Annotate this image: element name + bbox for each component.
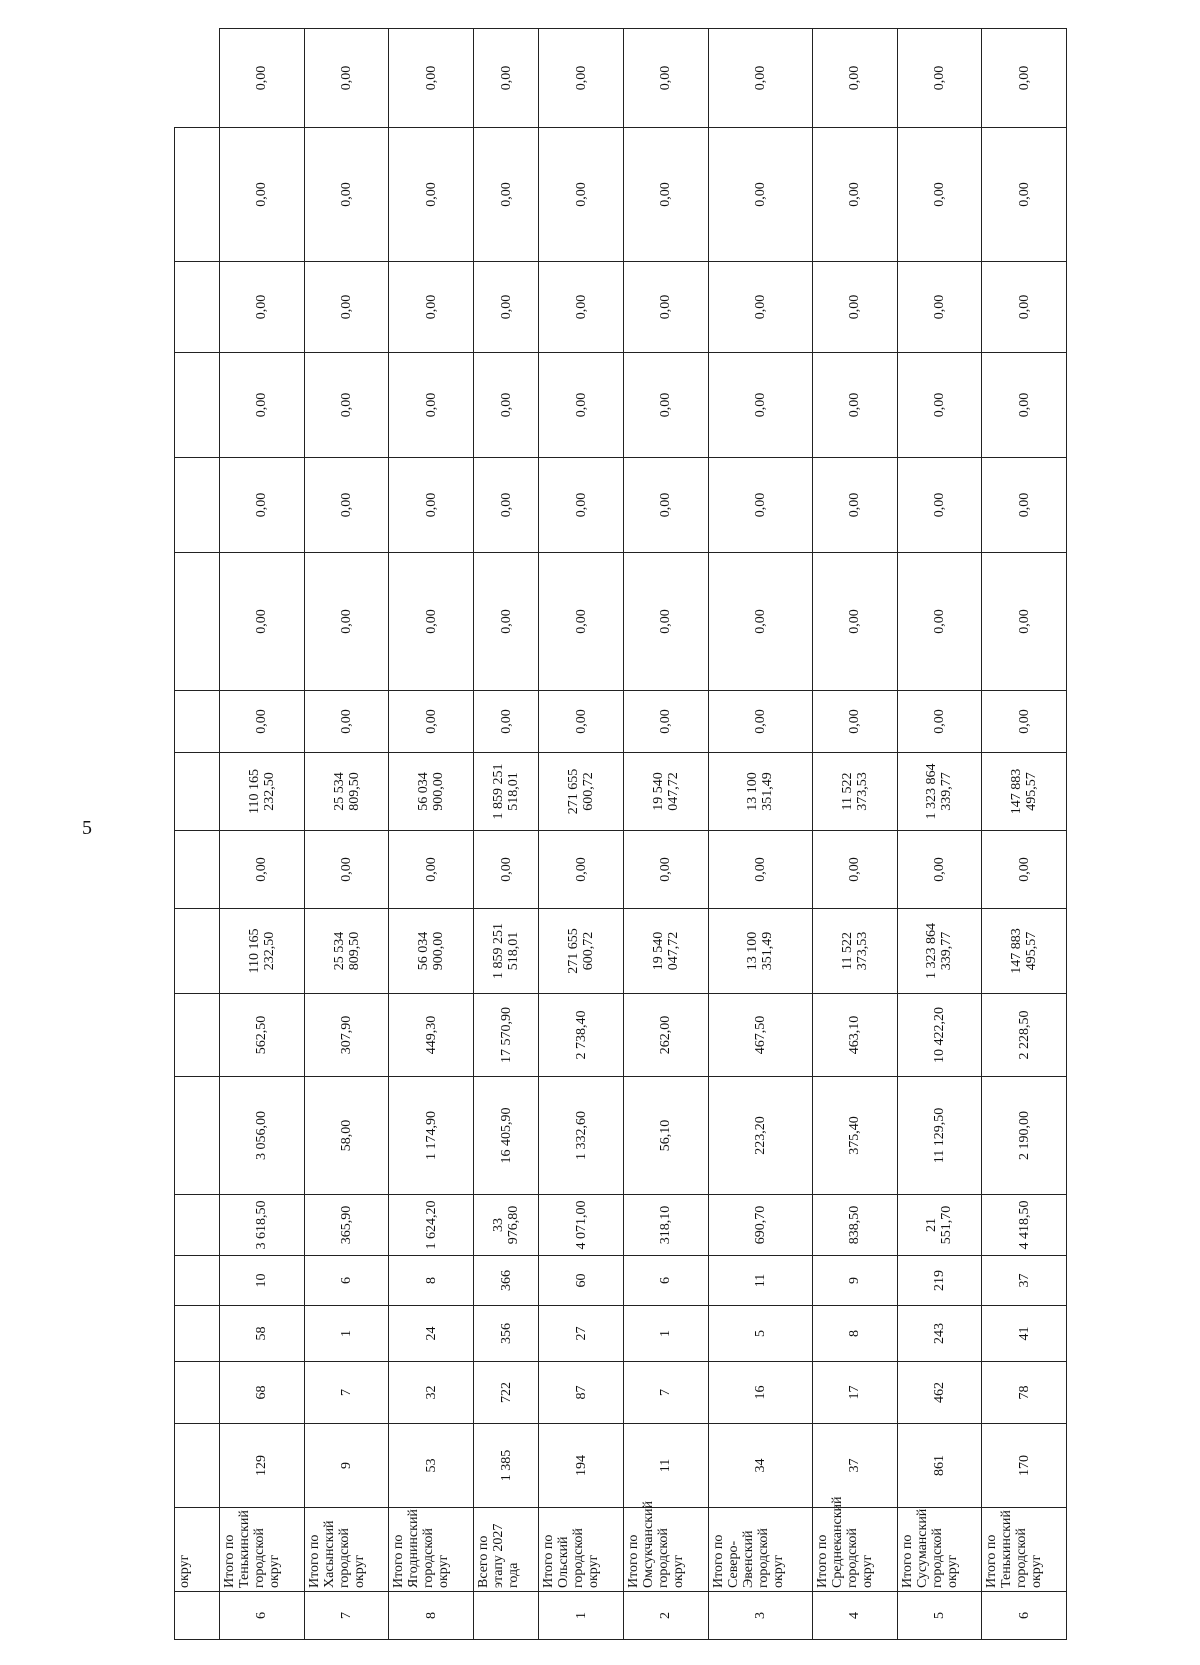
table-cell: 0,00 [304, 553, 389, 691]
table-cell: 0,00 [539, 29, 624, 128]
table-cell: 0,00 [304, 29, 389, 128]
row-name: Итого по Омсукчанский городской округ [623, 1508, 708, 1592]
table-cell: 722 [474, 1362, 539, 1424]
table-cell: 861 [897, 1424, 982, 1508]
table-cell: 0,00 [539, 458, 624, 553]
table-cell: 271 655 600,72 [539, 909, 624, 994]
table-cell: 0,00 [812, 353, 897, 458]
table-cell: 27 [539, 1306, 624, 1362]
table-cell: 0,00 [389, 29, 474, 128]
table-cell: 462 [897, 1362, 982, 1424]
table-cell: 87 [539, 1362, 624, 1424]
row-name: Итого по Среднеканский городской округ [812, 1508, 897, 1592]
row-name: Итого по Хасынский городской округ [304, 1508, 389, 1592]
table-cell: 147 883 495,57 [982, 753, 1067, 831]
table-cell: 17 570,90 [474, 994, 539, 1077]
table-cell: 0,00 [304, 458, 389, 553]
table-cell: 129 [220, 1424, 305, 1508]
table-cell: 13 100 351,49 [708, 753, 812, 831]
table-cell: 262,00 [623, 994, 708, 1077]
table-cell: 24 [389, 1306, 474, 1362]
table-cell: 0,00 [982, 458, 1067, 553]
table-cell: 375,40 [812, 1077, 897, 1195]
row-number: 4 [812, 1592, 897, 1640]
table-cell: 271 655 600,72 [539, 753, 624, 831]
table-cell: 1 332,60 [539, 1077, 624, 1195]
table-cell: 4 071,00 [539, 1195, 624, 1256]
table-cell: 0,00 [982, 553, 1067, 691]
table-cell: 0,00 [539, 353, 624, 458]
table-cell: 0,00 [708, 553, 812, 691]
table-cell: 11 [623, 1424, 708, 1508]
table-cell: 110 165 232,50 [220, 909, 305, 994]
row-number: 3 [708, 1592, 812, 1640]
table-row [623, 29, 708, 1640]
table-cell: 0,00 [623, 128, 708, 262]
table-cell: 10 [220, 1256, 305, 1306]
table-cell: 0,00 [812, 831, 897, 909]
row-name: Итого по Тенькинский городской округ [220, 1508, 305, 1592]
table-cell: 25 534 809,50 [304, 909, 389, 994]
table-row [539, 29, 624, 1640]
table-cell: 0,00 [812, 553, 897, 691]
table-cell: 0,00 [539, 128, 624, 262]
table-cell: 449,30 [389, 994, 474, 1077]
table-cell: 56 034 900,00 [389, 753, 474, 831]
table-cell: 0,00 [389, 691, 474, 753]
table-row [389, 29, 474, 1640]
table-cell: 3 056,00 [220, 1077, 305, 1195]
row-name: Итого по Ягоднинский городской округ [389, 1508, 474, 1592]
table-cell: 2 738,40 [539, 994, 624, 1077]
table-cell: 56,10 [623, 1077, 708, 1195]
table-cell: 0,00 [220, 831, 305, 909]
row-number: 2 [623, 1592, 708, 1640]
table-cell: 0,00 [220, 691, 305, 753]
table-cell: 223,20 [708, 1077, 812, 1195]
table-cell: 0,00 [389, 262, 474, 353]
table-cell: 37 [812, 1424, 897, 1508]
table-cell: 690,70 [708, 1195, 812, 1256]
table-row [982, 29, 1067, 1640]
table-cell: 17 [812, 1362, 897, 1424]
table-cell: 10 422,20 [897, 994, 982, 1077]
table-cell: 19 540 047,72 [623, 753, 708, 831]
table-cell: 0,00 [539, 831, 624, 909]
table-cell: 11 522 373,53 [812, 909, 897, 994]
table-cell: 467,50 [708, 994, 812, 1077]
table-row [220, 29, 305, 1640]
table-cell: 4 418,50 [982, 1195, 1067, 1256]
table-cell: 41 [982, 1306, 1067, 1362]
table-cell: 0,00 [389, 128, 474, 262]
row-number: 6 [220, 1592, 305, 1640]
table-cell: 0,00 [623, 29, 708, 128]
table-cell: 0,00 [474, 353, 539, 458]
table-cell: 0,00 [220, 128, 305, 262]
table-cell: 19 540 047,72 [623, 909, 708, 994]
table-cell: 366 [474, 1256, 539, 1306]
table-cell: 0,00 [708, 353, 812, 458]
table-cell: 9 [304, 1424, 389, 1508]
table-cell: 0,00 [623, 262, 708, 353]
row-number: 1 [539, 1592, 624, 1640]
data-table [174, 28, 1067, 1640]
row-number: 8 [389, 1592, 474, 1640]
table-cell: 6 [304, 1256, 389, 1306]
table-cell: 0,00 [474, 29, 539, 128]
row-number: 5 [897, 1592, 982, 1640]
table-cell: 11 129,50 [897, 1077, 982, 1195]
table-cell: 0,00 [304, 128, 389, 262]
row-name: Итого по Ольский городской округ [539, 1508, 624, 1592]
table-cell: 0,00 [220, 553, 305, 691]
table-cell: 0,00 [812, 691, 897, 753]
table-cell: 0,00 [623, 831, 708, 909]
table-cell: 0,00 [474, 553, 539, 691]
table-cell: 1 624,20 [389, 1195, 474, 1256]
table-cell: 1 859 251 518,01 [474, 753, 539, 831]
table-cell: 243 [897, 1306, 982, 1362]
table-cell: 2 228,50 [982, 994, 1067, 1077]
table-cell: 0,00 [304, 831, 389, 909]
table-cell: 0,00 [897, 29, 982, 128]
table-cell: 0,00 [623, 553, 708, 691]
table-cell: 16 405,90 [474, 1077, 539, 1195]
row-name: Итого по Сусуманский городской округ [897, 1508, 982, 1592]
table-cell: 53 [389, 1424, 474, 1508]
table-cell: 147 883 495,57 [982, 909, 1067, 994]
table-cell: 25 534 809,50 [304, 753, 389, 831]
table-cell: 0,00 [220, 458, 305, 553]
table-cell: 0,00 [623, 458, 708, 553]
table-cell: 110 165 232,50 [220, 753, 305, 831]
table-cell: 0,00 [897, 262, 982, 353]
table-cell: 60 [539, 1256, 624, 1306]
table-cell: 0,00 [220, 29, 305, 128]
table-cell: 0,00 [897, 553, 982, 691]
table-cell: 0,00 [982, 691, 1067, 753]
table-cell: 0,00 [812, 128, 897, 262]
table-cell: 8 [389, 1256, 474, 1306]
table-cell: 32 [389, 1362, 474, 1424]
row-number [474, 1592, 539, 1640]
table-row [474, 29, 539, 1640]
table-cell: 1 323 864 339,77 [897, 753, 982, 831]
table-row [304, 29, 389, 1640]
table-cell: 0,00 [708, 691, 812, 753]
table-cell: 318,10 [623, 1195, 708, 1256]
table-cell: 194 [539, 1424, 624, 1508]
table-cell: 1 385 [474, 1424, 539, 1508]
table-row [708, 29, 812, 1640]
row-number: 6 [982, 1592, 1067, 1640]
table-cell: 170 [982, 1424, 1067, 1508]
table-cell: 5 [708, 1306, 812, 1362]
table-row [897, 29, 982, 1640]
table-cell: 0,00 [304, 262, 389, 353]
table-cell: 0,00 [708, 262, 812, 353]
table-cell: 0,00 [220, 353, 305, 458]
row-number: 7 [304, 1592, 389, 1640]
table-cell: 1 323 864 339,77 [897, 909, 982, 994]
table-cell: 1 [623, 1306, 708, 1362]
table-cell: 1 [304, 1306, 389, 1362]
table-cell: 0,00 [389, 831, 474, 909]
top-row-label: округ [175, 1508, 220, 1592]
table-cell: 34 [708, 1424, 812, 1508]
table-row-continuation [175, 29, 220, 1640]
table-cell: 0,00 [982, 831, 1067, 909]
table-cell: 56 034 900,00 [389, 909, 474, 994]
table-cell: 0,00 [539, 262, 624, 353]
table-cell: 0,00 [474, 262, 539, 353]
table-cell: 0,00 [304, 691, 389, 753]
table-cell: 838,50 [812, 1195, 897, 1256]
table-cell: 13 100 351,49 [708, 909, 812, 994]
table-cell: 562,50 [220, 994, 305, 1077]
table-cell: 0,00 [982, 29, 1067, 128]
table-cell: 7 [623, 1362, 708, 1424]
table-cell: 0,00 [539, 553, 624, 691]
table-cell: 0,00 [623, 353, 708, 458]
table-cell: 1 859 251 518,01 [474, 909, 539, 994]
row-name: Всего по этапу 2027 года [474, 1508, 539, 1592]
table-cell: 0,00 [389, 553, 474, 691]
row-name: Итого по Северо-Эвенский городской округ [708, 1508, 812, 1592]
table-cell: 0,00 [897, 458, 982, 553]
table-cell: 0,00 [389, 353, 474, 458]
table-cell: 16 [708, 1362, 812, 1424]
table-cell: 6 [623, 1256, 708, 1306]
rotated-table-wrapper [174, 28, 1067, 1640]
table-cell: 58,00 [304, 1077, 389, 1195]
table-cell: 0,00 [220, 262, 305, 353]
table-cell: 463,10 [812, 994, 897, 1077]
table-cell: 33 976,80 [474, 1195, 539, 1256]
table-cell: 37 [982, 1256, 1067, 1306]
table-cell: 9 [812, 1256, 897, 1306]
table-cell: 0,00 [982, 262, 1067, 353]
table-cell: 0,00 [982, 353, 1067, 458]
table-cell: 0,00 [897, 831, 982, 909]
table-cell: 11 522 373,53 [812, 753, 897, 831]
table-cell: 8 [812, 1306, 897, 1362]
table-row [812, 29, 897, 1640]
table-cell: 0,00 [982, 128, 1067, 262]
table-cell: 0,00 [474, 691, 539, 753]
table-cell: 2 190,00 [982, 1077, 1067, 1195]
table-cell: 365,90 [304, 1195, 389, 1256]
table-cell: 0,00 [708, 831, 812, 909]
table-cell: 219 [897, 1256, 982, 1306]
table-cell: 0,00 [897, 691, 982, 753]
table-cell: 7 [304, 1362, 389, 1424]
table-cell: 0,00 [708, 128, 812, 262]
table-cell: 0,00 [539, 691, 624, 753]
table-cell: 0,00 [304, 353, 389, 458]
table-cell: 0,00 [897, 353, 982, 458]
table-cell: 0,00 [389, 458, 474, 553]
table-cell: 0,00 [812, 458, 897, 553]
table-cell: 0,00 [474, 831, 539, 909]
table-cell: 21 551,70 [897, 1195, 982, 1256]
table-cell: 3 618,50 [220, 1195, 305, 1256]
table-cell: 58 [220, 1306, 305, 1362]
table-cell: 1 174,90 [389, 1077, 474, 1195]
table-cell: 0,00 [708, 29, 812, 128]
row-name: Итого по Тенькинский городской округ [982, 1508, 1067, 1592]
table-cell: 0,00 [708, 458, 812, 553]
table-cell: 0,00 [474, 458, 539, 553]
table-cell: 0,00 [812, 29, 897, 128]
table-cell: 0,00 [623, 691, 708, 753]
table-cell: 307,90 [304, 994, 389, 1077]
table-cell: 78 [982, 1362, 1067, 1424]
table-cell: 0,00 [897, 128, 982, 262]
page-number: 5 [82, 817, 92, 839]
table-cell: 356 [474, 1306, 539, 1362]
table-cell: 0,00 [474, 128, 539, 262]
table-cell: 0,00 [812, 262, 897, 353]
table-cell: 68 [220, 1362, 305, 1424]
table-cell: 11 [708, 1256, 812, 1306]
